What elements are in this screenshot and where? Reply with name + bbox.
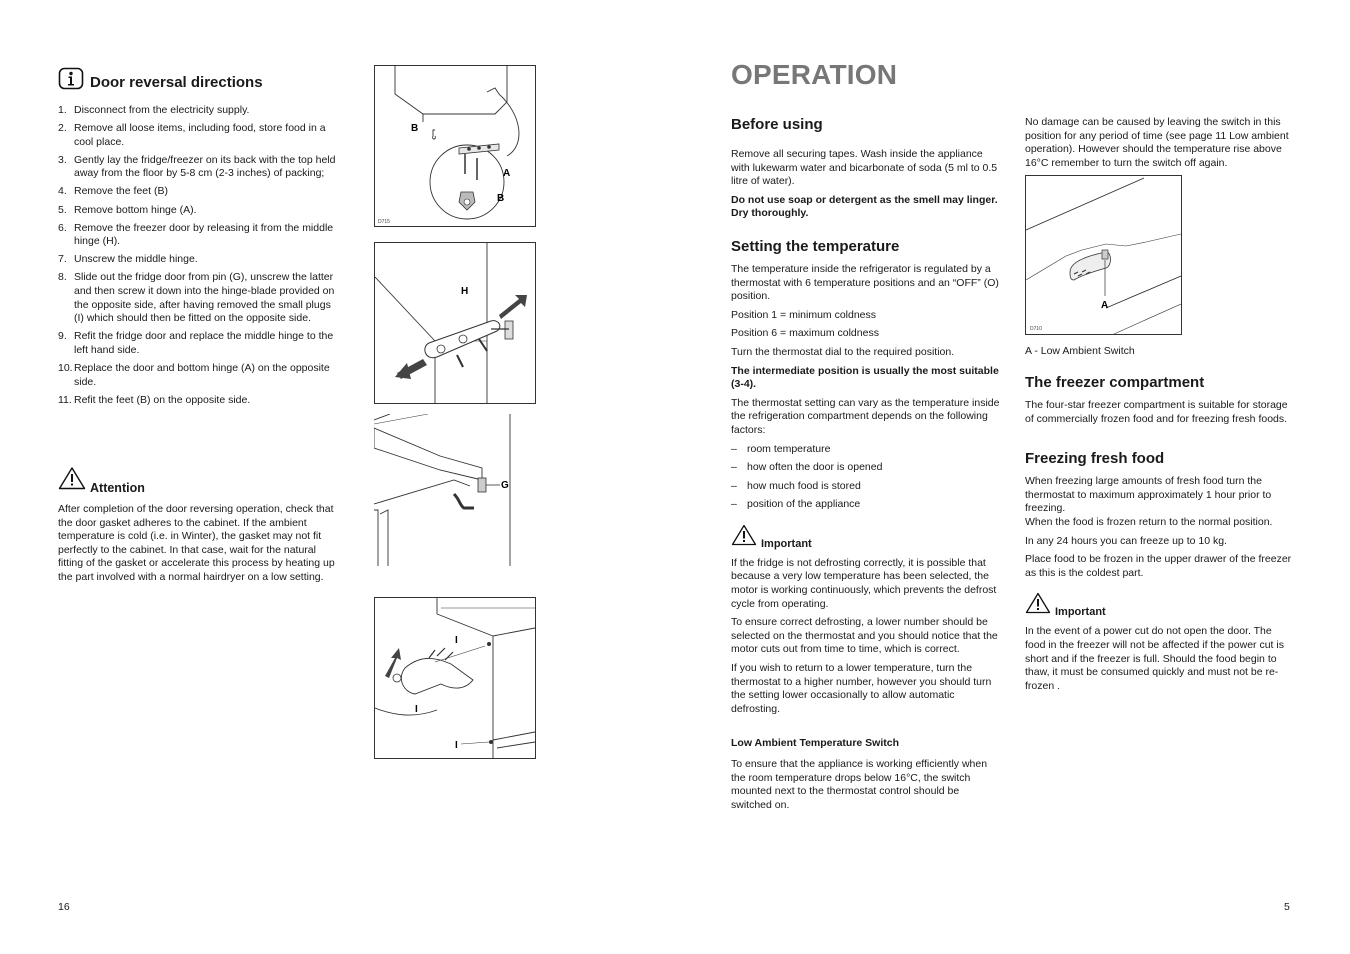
step-text: Remove all loose items, including food, store food in a cool place.: [74, 122, 326, 148]
factor-text: position of the appliance: [747, 498, 861, 511]
important-1-title: Important: [761, 537, 812, 550]
step-item: [58, 185, 340, 199]
fig4-label-i1: I: [455, 635, 458, 646]
fig5-code: D710: [1030, 326, 1042, 333]
fig5-label-a: A: [1101, 300, 1109, 312]
door-reversal-steps: [58, 104, 340, 412]
operation-heading: OPERATION: [731, 59, 898, 90]
warning-triangle-icon: [58, 466, 86, 495]
fig4-label-i3: I: [455, 740, 458, 751]
switch-position-text: No damage can be caused by leaving the switch in this position for any period of time (see page 11 Low ambient operation). However should the temperature rise above 16°C remember to turn the switch off again.: [1025, 116, 1289, 169]
freezer-compartment-text: The four-star freezer compartment is suitable for storage of commercially frozen food and for freezing fresh foods.: [1025, 398, 1288, 425]
dash-bullet: –: [731, 498, 737, 511]
important-1-p2: To ensure correct defrosting, a lower number should be selected on the thermostat and you should notice that the motor cuts out from time to time, which is correct.: [731, 616, 998, 656]
step-item: [58, 104, 340, 118]
dash-bullet: –: [731, 479, 737, 492]
figure-plugs-i: [374, 597, 536, 759]
door-reversal-title: Door reversal directions: [90, 74, 263, 91]
freezing-fresh-food-p1: When freezing large amounts of fresh food turn the thermostat to maximum approximately 1 hour prior to freezing.: [1025, 475, 1272, 515]
setting-temperature-title: Setting the temperature: [731, 237, 900, 255]
before-using-note: Do not use soap or detergent as the smell may linger. Dry thoroughly.: [731, 193, 998, 220]
setting-temperature-p5: The thermostat setting can vary as the temperature inside the refrigeration compartment depends on the following factors:: [731, 396, 1000, 436]
step-number: 1.: [58, 104, 67, 116]
step-text: Unscrew the middle hinge.: [74, 253, 198, 266]
step-text: Remove the freezer door by releasing it from the middle hinge (H).: [74, 221, 334, 248]
step-item: [58, 122, 340, 149]
dash-bullet: –: [731, 442, 737, 455]
step-number: 6.: [58, 221, 67, 234]
figure-middle-hinge: [374, 242, 536, 404]
important-2-header: [1025, 592, 1295, 619]
factor-item: [731, 461, 1001, 475]
setting-temperature-p2: Position 1 = minimum coldness: [731, 308, 877, 321]
step-item: [58, 362, 340, 389]
dash-bullet: –: [731, 461, 737, 474]
step-number: 3.: [58, 153, 67, 166]
step-item: [58, 204, 340, 218]
right-column-1: [731, 116, 1001, 817]
setting-temperature-p4: Turn the thermostat dial to the required position.: [731, 345, 955, 358]
step-text: Gently lay the fridge/freezer on its back with the top held away from the floor by 5-8 cm (2-3 inches) of packing;: [74, 153, 336, 180]
before-using-text: Remove all securing tapes. Wash inside the appliance with lukewarm water and bicarbonate of soda (5 ml to 0.5 litre of water).: [731, 148, 998, 188]
attention-title: Attention: [90, 481, 145, 495]
step-item: [58, 154, 340, 181]
step-number: 8.: [58, 271, 67, 284]
freezing-fresh-food-p1b: When the food is frozen return to the normal position.: [1025, 515, 1273, 528]
fig1-label-b1: B: [411, 123, 419, 134]
important-1-p1: If the fridge is not defrosting correctly, it is possible that because a very low temperature has been selected, the motor is working continuously, which prevents the defrost cycle from operating.: [731, 556, 997, 610]
step-text: Remove bottom hinge (A).: [74, 203, 197, 216]
factor-text: room temperature: [747, 442, 831, 455]
right-column-2: [1025, 116, 1295, 698]
info-icon: [58, 67, 84, 91]
important-1-header: [731, 524, 1001, 551]
factor-item: [731, 480, 1001, 494]
important-2-title: Important: [1055, 606, 1106, 619]
step-text: Slide out the fridge door from pin (G), unscrew the latter and then screw it down into the hinge-blade provided on the opposite side, after having removed the small plugs (I) which should then be fitted on the opposite side.: [74, 271, 335, 325]
factors-list: [731, 443, 1001, 512]
step-text: Disconnect from the electricity supply.: [74, 104, 250, 116]
step-number: 7.: [58, 253, 67, 266]
step-text: Replace the door and bottom hinge (A) on the opposite side.: [74, 362, 330, 388]
low-ambient-caption: A - Low Ambient Switch: [1025, 345, 1135, 358]
page-number-left: 16: [58, 901, 70, 913]
factor-item: [731, 443, 1001, 457]
step-number: 11.: [58, 393, 72, 406]
step-number: 5.: [58, 203, 67, 216]
freezing-fresh-food-p2: In any 24 hours you can freeze up to 10 kg.: [1025, 534, 1227, 547]
factor-item: [731, 498, 1001, 512]
before-using-title: Before using: [731, 116, 823, 133]
low-ambient-title: Low Ambient Temperature Switch: [731, 737, 900, 750]
step-item: [58, 253, 340, 267]
step-text: Remove the feet (B): [74, 185, 168, 198]
step-text: Refit the fridge door and replace the middle hinge to the left hand side.: [74, 330, 334, 356]
fig4-label-i2: I: [415, 704, 418, 715]
step-item: [58, 271, 340, 325]
attention-section: [58, 466, 340, 590]
warning-triangle-icon: [731, 524, 757, 551]
fig2-label-h: H: [461, 286, 469, 297]
left-page-header: [58, 67, 263, 91]
setting-temperature-p1: The temperature inside the refrigerator is regulated by a thermostat with 6 temperature positions and an “OFF” (O) position.: [731, 262, 999, 303]
freezer-compartment-title: The freezer compartment: [1025, 373, 1205, 391]
step-number: 4.: [58, 185, 67, 198]
figure-bottom-hinge: [374, 65, 536, 227]
figure-pin-g: [374, 414, 514, 566]
step-number: 9.: [58, 330, 67, 343]
warning-triangle-icon: [1025, 592, 1051, 619]
low-ambient-text: To ensure that the appliance is working efficiently when the room temperature drops below 16°C, the switch mounted next to the thermostat control should be switched on.: [731, 758, 988, 811]
step-item: [58, 330, 340, 357]
fig3-label-g: G: [501, 480, 509, 491]
fig1-label-b2: B: [497, 193, 505, 204]
setting-temperature-note: The intermediate position is usually the most suitable (3-4).: [731, 364, 999, 391]
freezing-fresh-food-title: Freezing fresh food: [1025, 450, 1165, 468]
step-item: [58, 394, 340, 408]
step-text: Refit the feet (B) on the opposite side.: [74, 393, 251, 406]
factor-text: how often the door is opened: [747, 461, 883, 474]
page-number-right: 5: [1284, 901, 1290, 913]
setting-temperature-p3: Position 6 = maximum coldness: [731, 327, 879, 340]
factor-text: how much food is stored: [747, 479, 861, 492]
step-item: [58, 222, 340, 249]
step-number: 2.: [58, 122, 67, 135]
freezing-fresh-food-p3: Place food to be frozen in the upper drawer of the freezer as this is the coldest part.: [1025, 553, 1292, 579]
attention-text: After completion of the door reversing operation, check that the door gasket adheres to the cabinet. If the ambient temperature is cold (i.e. in Winter), the gasket may not fit perfectly to the cabinet. In that case, wait for the natural fitting of the gasket or accelerate this process by heating up the part involved with a normal hairdryer on a low setting.: [58, 503, 335, 583]
fig1-label-a: A: [503, 168, 511, 179]
step-number: 10.: [58, 362, 73, 374]
fig1-code: D715: [378, 219, 390, 225]
figure-low-ambient-switch: [1025, 175, 1182, 335]
important-1-p3: If you wish to return to a lower temperature, turn the thermostat to a higher number, however you should turn the setting lower occasionally to allow automatic defrosting.: [731, 662, 992, 715]
important-2-text: In the event of a power cut do not open the door. The food in the freezer will not be affected if the power cut is short and if the freezer is full. Should the food begin to thaw, it must be consumed quickly and must not be re-frozen .: [1025, 625, 1284, 692]
